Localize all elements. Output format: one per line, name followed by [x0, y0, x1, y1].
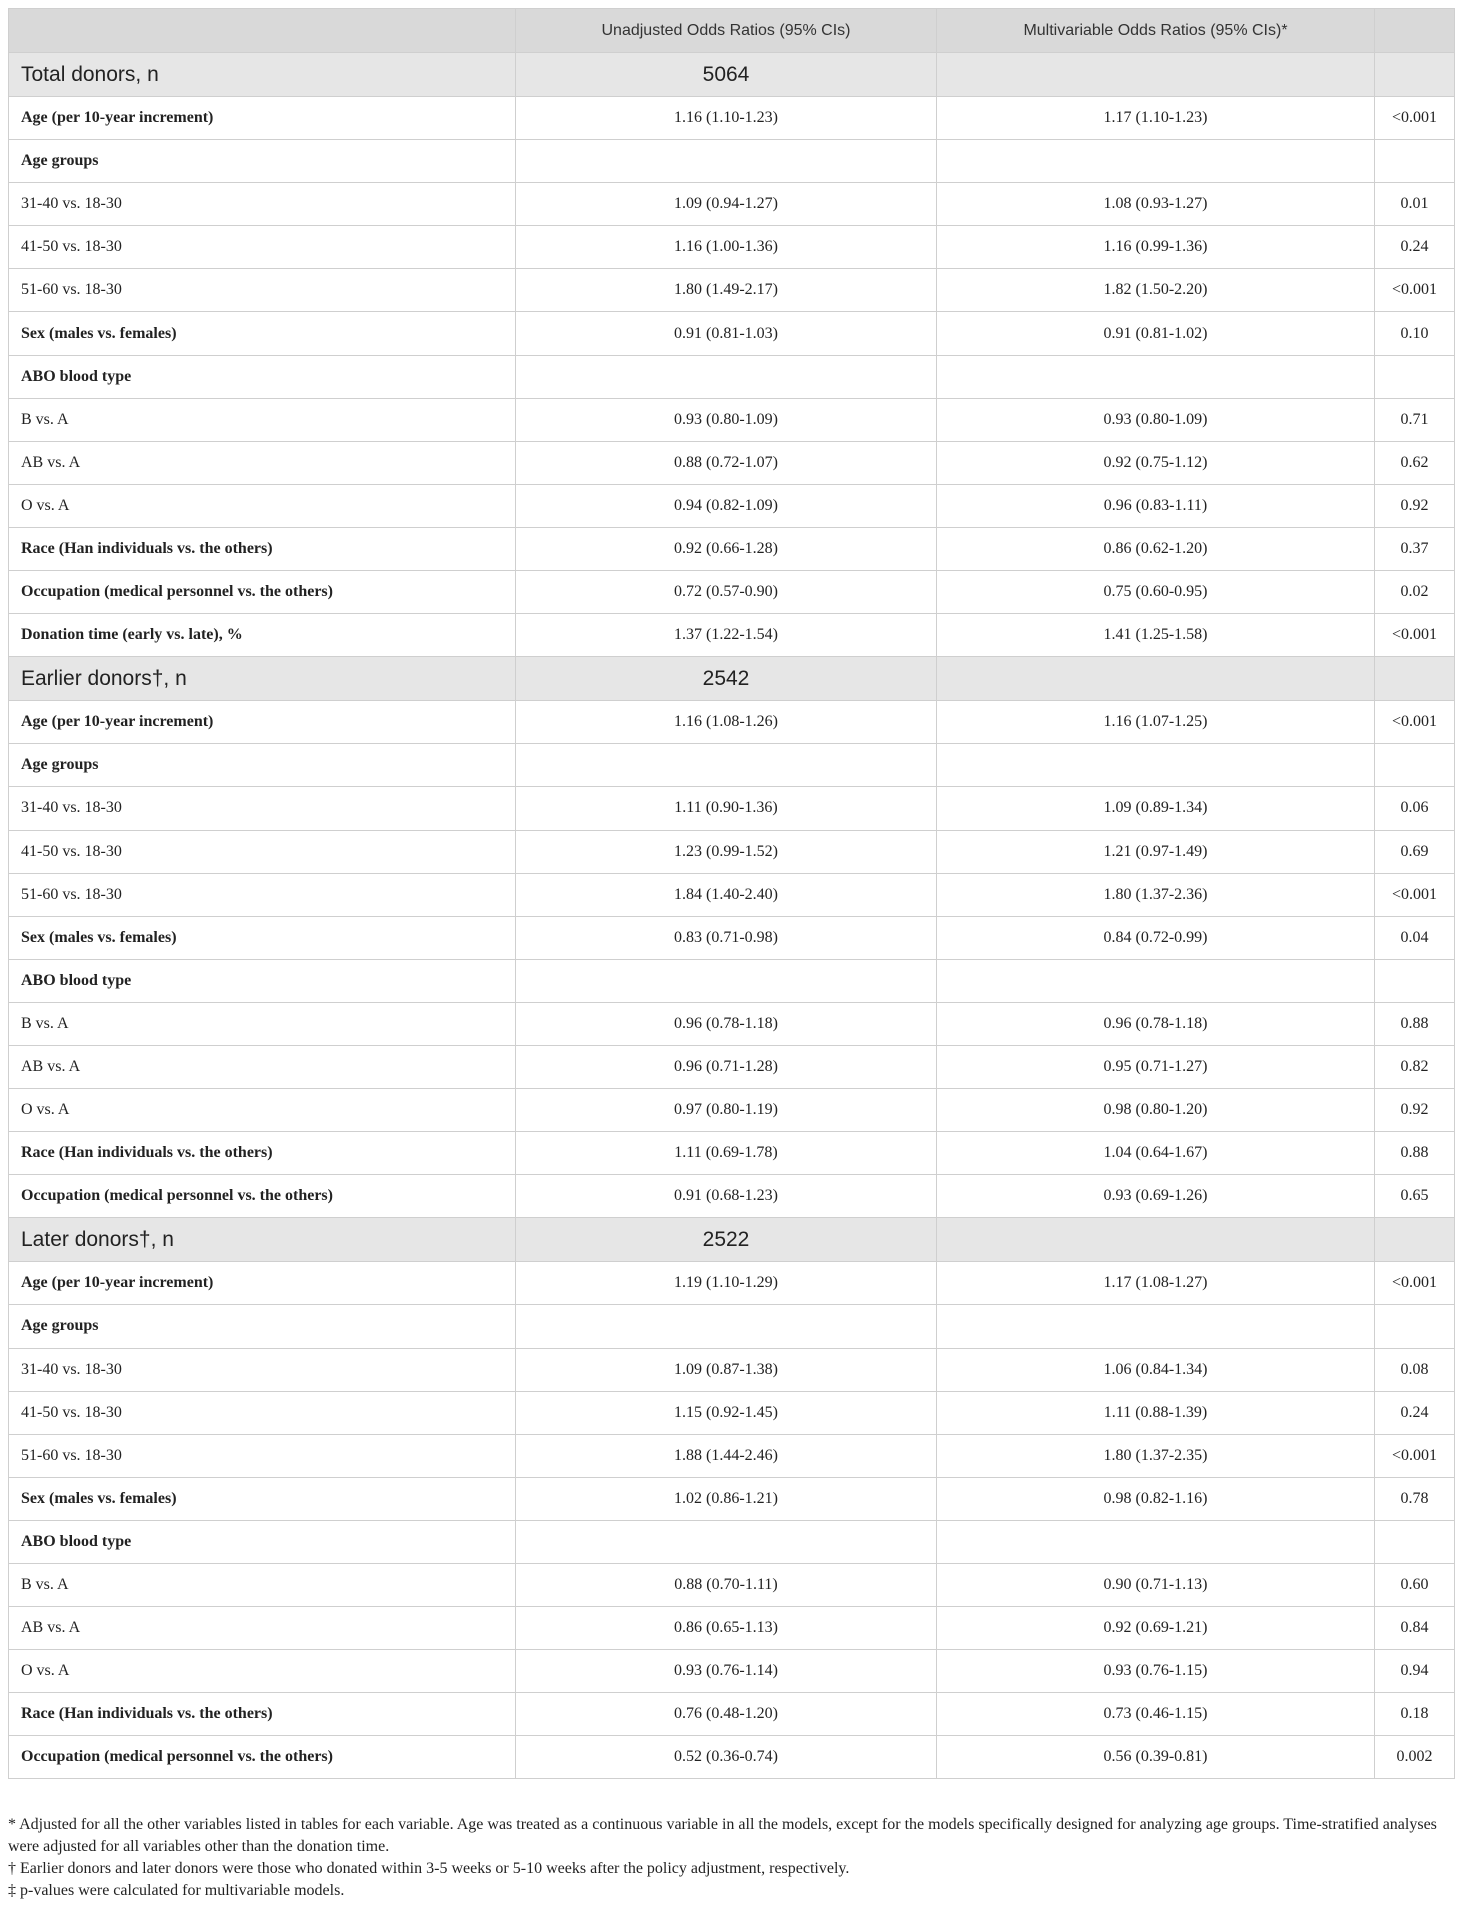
multivariable-or: 0.93 (0.76-1.15) [937, 1650, 1375, 1693]
table-row [9, 1607, 1455, 1650]
multivariable-or: 1.16 (1.07-1.25) [937, 701, 1375, 744]
unadjusted-or: 1.19 (1.10-1.29) [516, 1262, 937, 1305]
p-value: 0.18 [1375, 1693, 1455, 1736]
variable-label: AB vs. A [9, 1607, 516, 1650]
table-row [9, 527, 1455, 570]
p-value: <0.001 [1375, 873, 1455, 916]
footnote-dagger: † Earlier donors and later donors were those who donated within 3-5 weeks or 5-10 weeks after the policy adjustment, respectively. [8, 1860, 850, 1877]
p-value: 0.01 [1375, 183, 1455, 226]
unadjusted-or: 0.91 (0.81-1.03) [516, 312, 937, 355]
table-row [9, 744, 1455, 787]
unadjusted-or: 0.91 (0.68-1.23) [516, 1175, 937, 1218]
section-header-row [9, 1218, 1455, 1262]
variable-label: Age (per 10-year increment) [9, 701, 516, 744]
unadjusted-or: 0.83 (0.71-0.98) [516, 916, 937, 959]
p-value: <0.001 [1375, 97, 1455, 140]
unadjusted-or: 0.94 (0.82-1.09) [516, 484, 937, 527]
p-value: 0.62 [1375, 441, 1455, 484]
p-value: 0.65 [1375, 1175, 1455, 1218]
variable-label: Sex (males vs. females) [9, 1477, 516, 1520]
multivariable-or: 0.92 (0.69-1.21) [937, 1607, 1375, 1650]
table-row [9, 355, 1455, 398]
header-variable [9, 9, 516, 53]
table-row [9, 1002, 1455, 1045]
multivariable-or: 1.16 (0.99-1.36) [937, 226, 1375, 269]
p-value: 0.10 [1375, 312, 1455, 355]
section-header-row [9, 53, 1455, 97]
variable-label: Occupation (medical personnel vs. the others) [9, 1175, 516, 1218]
unadjusted-or: 1.23 (0.99-1.52) [516, 830, 937, 873]
table-row [9, 701, 1455, 744]
table-row [9, 1175, 1455, 1218]
variable-label: AB vs. A [9, 1045, 516, 1088]
table-row [9, 398, 1455, 441]
variable-label: O vs. A [9, 484, 516, 527]
p-value: 0.37 [1375, 527, 1455, 570]
section-count: 5064 [516, 53, 937, 97]
section-empty [1375, 1218, 1455, 1262]
table-row [9, 1089, 1455, 1132]
variable-label: 51-60 vs. 18-30 [9, 873, 516, 916]
variable-label: Occupation (medical personnel vs. the others) [9, 571, 516, 614]
section-empty [937, 1218, 1375, 1262]
variable-label: O vs. A [9, 1650, 516, 1693]
header-p-value [1375, 9, 1455, 53]
table-row [9, 312, 1455, 355]
p-value: 0.04 [1375, 916, 1455, 959]
multivariable-or: 0.95 (0.71-1.27) [937, 1045, 1375, 1088]
table-body [9, 53, 1455, 1779]
unadjusted-or: 1.88 (1.44-2.46) [516, 1434, 937, 1477]
unadjusted-or [516, 1305, 937, 1348]
multivariable-or: 1.09 (0.89-1.34) [937, 787, 1375, 830]
variable-label: AB vs. A [9, 441, 516, 484]
unadjusted-or [516, 140, 937, 183]
unadjusted-or: 0.88 (0.72-1.07) [516, 441, 937, 484]
p-value: 0.08 [1375, 1348, 1455, 1391]
multivariable-or: 0.75 (0.60-0.95) [937, 571, 1375, 614]
section-empty [937, 657, 1375, 701]
multivariable-or: 0.91 (0.81-1.02) [937, 312, 1375, 355]
table-row [9, 1305, 1455, 1348]
table-row [9, 1132, 1455, 1175]
unadjusted-or [516, 1520, 937, 1563]
variable-label: 51-60 vs. 18-30 [9, 1434, 516, 1477]
unadjusted-or: 0.93 (0.76-1.14) [516, 1650, 937, 1693]
table-row [9, 571, 1455, 614]
unadjusted-or: 0.76 (0.48-1.20) [516, 1693, 937, 1736]
table-row [9, 97, 1455, 140]
unadjusted-or [516, 355, 937, 398]
p-value: 0.94 [1375, 1650, 1455, 1693]
unadjusted-or: 0.97 (0.80-1.19) [516, 1089, 937, 1132]
footnote-double-dagger: ‡ p-values were calculated for multivariable models. [8, 1882, 345, 1899]
multivariable-or: 0.92 (0.75-1.12) [937, 441, 1375, 484]
variable-label: Sex (males vs. females) [9, 312, 516, 355]
variable-label: O vs. A [9, 1089, 516, 1132]
p-value: <0.001 [1375, 614, 1455, 657]
table-row [9, 1650, 1455, 1693]
table-row [9, 226, 1455, 269]
multivariable-or: 1.41 (1.25-1.58) [937, 614, 1375, 657]
variable-label: ABO blood type [9, 1520, 516, 1563]
unadjusted-or: 1.11 (0.69-1.78) [516, 1132, 937, 1175]
unadjusted-or: 0.96 (0.71-1.28) [516, 1045, 937, 1088]
table-row [9, 614, 1455, 657]
table-row [9, 484, 1455, 527]
variable-label: B vs. A [9, 1002, 516, 1045]
variable-label: Occupation (medical personnel vs. the others) [9, 1736, 516, 1779]
variable-label: Age groups [9, 744, 516, 787]
unadjusted-or: 1.02 (0.86-1.21) [516, 1477, 937, 1520]
variable-label: Race (Han individuals vs. the others) [9, 527, 516, 570]
p-value: 0.69 [1375, 830, 1455, 873]
section-empty [1375, 53, 1455, 97]
multivariable-or: 1.06 (0.84-1.34) [937, 1348, 1375, 1391]
unadjusted-or: 0.88 (0.70-1.11) [516, 1564, 937, 1607]
table-row [9, 1391, 1455, 1434]
variable-label: Age groups [9, 140, 516, 183]
variable-label: B vs. A [9, 398, 516, 441]
table-row [9, 269, 1455, 312]
multivariable-or: 0.98 (0.80-1.20) [937, 1089, 1375, 1132]
unadjusted-or: 0.86 (0.65-1.13) [516, 1607, 937, 1650]
unadjusted-or: 1.16 (1.08-1.26) [516, 701, 937, 744]
variable-label: Age groups [9, 1305, 516, 1348]
p-value [1375, 744, 1455, 787]
multivariable-or: 1.82 (1.50-2.20) [937, 269, 1375, 312]
unadjusted-or: 0.92 (0.66-1.28) [516, 527, 937, 570]
p-value: 0.60 [1375, 1564, 1455, 1607]
p-value: 0.24 [1375, 226, 1455, 269]
header-multivariable: Multivariable Odds Ratios (95% CIs)* [937, 9, 1375, 53]
multivariable-or [937, 355, 1375, 398]
multivariable-or: 1.17 (1.10-1.23) [937, 97, 1375, 140]
section-label: Total donors, n [9, 53, 516, 97]
p-value: <0.001 [1375, 269, 1455, 312]
unadjusted-or: 0.72 (0.57-0.90) [516, 571, 937, 614]
multivariable-or: 1.21 (0.97-1.49) [937, 830, 1375, 873]
variable-label: 41-50 vs. 18-30 [9, 226, 516, 269]
table-row [9, 183, 1455, 226]
unadjusted-or: 1.09 (0.94-1.27) [516, 183, 937, 226]
header-unadjusted: Unadjusted Odds Ratios (95% CIs) [516, 9, 937, 53]
variable-label: Race (Han individuals vs. the others) [9, 1132, 516, 1175]
multivariable-or: 0.93 (0.80-1.09) [937, 398, 1375, 441]
p-value [1375, 1305, 1455, 1348]
unadjusted-or [516, 744, 937, 787]
section-label: Later donors†, n [9, 1218, 516, 1262]
unadjusted-or: 1.11 (0.90-1.36) [516, 787, 937, 830]
multivariable-or: 0.98 (0.82-1.16) [937, 1477, 1375, 1520]
section-label: Earlier donors†, n [9, 657, 516, 701]
p-value: 0.88 [1375, 1132, 1455, 1175]
table-row [9, 1262, 1455, 1305]
p-value: <0.001 [1375, 701, 1455, 744]
multivariable-or: 0.96 (0.78-1.18) [937, 1002, 1375, 1045]
variable-label: B vs. A [9, 1564, 516, 1607]
variable-label: 31-40 vs. 18-30 [9, 183, 516, 226]
variable-label: 41-50 vs. 18-30 [9, 1391, 516, 1434]
section-count: 2542 [516, 657, 937, 701]
footnotes [8, 1814, 1454, 1902]
variable-label: ABO blood type [9, 355, 516, 398]
table-row [9, 873, 1455, 916]
p-value: 0.78 [1375, 1477, 1455, 1520]
p-value [1375, 140, 1455, 183]
unadjusted-or: 1.80 (1.49-2.17) [516, 269, 937, 312]
odds-ratio-table [8, 8, 1455, 1779]
p-value: 0.88 [1375, 1002, 1455, 1045]
multivariable-or [937, 1520, 1375, 1563]
unadjusted-or: 1.16 (1.10-1.23) [516, 97, 937, 140]
unadjusted-or: 1.84 (1.40-2.40) [516, 873, 937, 916]
multivariable-or [937, 959, 1375, 1002]
p-value: 0.84 [1375, 1607, 1455, 1650]
variable-label: Age (per 10-year increment) [9, 1262, 516, 1305]
p-value: 0.06 [1375, 787, 1455, 830]
variable-label: 31-40 vs. 18-30 [9, 787, 516, 830]
table-row [9, 140, 1455, 183]
p-value [1375, 1520, 1455, 1563]
multivariable-or: 0.90 (0.71-1.13) [937, 1564, 1375, 1607]
p-value: 0.82 [1375, 1045, 1455, 1088]
variable-label: 51-60 vs. 18-30 [9, 269, 516, 312]
footnote-adjusted: * Adjusted for all the other variables listed in tables for each variable. Age was treated as a continuous variable in all the models, except for the models specifically designed for analyzing age groups. Time-stratified analyses were adjusted for all variables other than the donation time. [8, 1816, 1437, 1855]
table-header-row [9, 9, 1455, 53]
table-row [9, 1348, 1455, 1391]
unadjusted-or: 1.15 (0.92-1.45) [516, 1391, 937, 1434]
p-value: 0.002 [1375, 1736, 1455, 1779]
multivariable-or: 0.96 (0.83-1.11) [937, 484, 1375, 527]
table-row [9, 1434, 1455, 1477]
unadjusted-or [516, 959, 937, 1002]
p-value: <0.001 [1375, 1262, 1455, 1305]
variable-label: ABO blood type [9, 959, 516, 1002]
table-row [9, 1045, 1455, 1088]
multivariable-or: 0.56 (0.39-0.81) [937, 1736, 1375, 1779]
section-header-row [9, 657, 1455, 701]
multivariable-or [937, 744, 1375, 787]
variable-label: Sex (males vs. females) [9, 916, 516, 959]
table-row [9, 830, 1455, 873]
table-row [9, 1477, 1455, 1520]
multivariable-or: 0.86 (0.62-1.20) [937, 527, 1375, 570]
unadjusted-or: 1.16 (1.00-1.36) [516, 226, 937, 269]
p-value: 0.92 [1375, 484, 1455, 527]
unadjusted-or: 1.09 (0.87-1.38) [516, 1348, 937, 1391]
table-row [9, 1736, 1455, 1779]
table-row [9, 787, 1455, 830]
variable-label: 31-40 vs. 18-30 [9, 1348, 516, 1391]
multivariable-or: 1.80 (1.37-2.35) [937, 1434, 1375, 1477]
table-row [9, 1564, 1455, 1607]
p-value: 0.02 [1375, 571, 1455, 614]
variable-label: Donation time (early vs. late), % [9, 614, 516, 657]
table-row [9, 959, 1455, 1002]
unadjusted-or: 0.52 (0.36-0.74) [516, 1736, 937, 1779]
table-row [9, 1693, 1455, 1736]
p-value: 0.92 [1375, 1089, 1455, 1132]
multivariable-or [937, 140, 1375, 183]
p-value: <0.001 [1375, 1434, 1455, 1477]
p-value [1375, 355, 1455, 398]
multivariable-or [937, 1305, 1375, 1348]
unadjusted-or: 0.93 (0.80-1.09) [516, 398, 937, 441]
variable-label: 41-50 vs. 18-30 [9, 830, 516, 873]
section-count: 2522 [516, 1218, 937, 1262]
variable-label: Race (Han individuals vs. the others) [9, 1693, 516, 1736]
table-row [9, 441, 1455, 484]
multivariable-or: 1.08 (0.93-1.27) [937, 183, 1375, 226]
p-value: 0.24 [1375, 1391, 1455, 1434]
section-empty [1375, 657, 1455, 701]
multivariable-or: 0.84 (0.72-0.99) [937, 916, 1375, 959]
p-value [1375, 959, 1455, 1002]
unadjusted-or: 1.37 (1.22-1.54) [516, 614, 937, 657]
table-row [9, 916, 1455, 959]
multivariable-or: 1.17 (1.08-1.27) [937, 1262, 1375, 1305]
variable-label: Age (per 10-year increment) [9, 97, 516, 140]
multivariable-or: 0.93 (0.69-1.26) [937, 1175, 1375, 1218]
unadjusted-or: 0.96 (0.78-1.18) [516, 1002, 937, 1045]
p-value: 0.71 [1375, 398, 1455, 441]
multivariable-or: 1.04 (0.64-1.67) [937, 1132, 1375, 1175]
multivariable-or: 1.11 (0.88-1.39) [937, 1391, 1375, 1434]
multivariable-or: 0.73 (0.46-1.15) [937, 1693, 1375, 1736]
section-empty [937, 53, 1375, 97]
multivariable-or: 1.80 (1.37-2.36) [937, 873, 1375, 916]
table-row [9, 1520, 1455, 1563]
